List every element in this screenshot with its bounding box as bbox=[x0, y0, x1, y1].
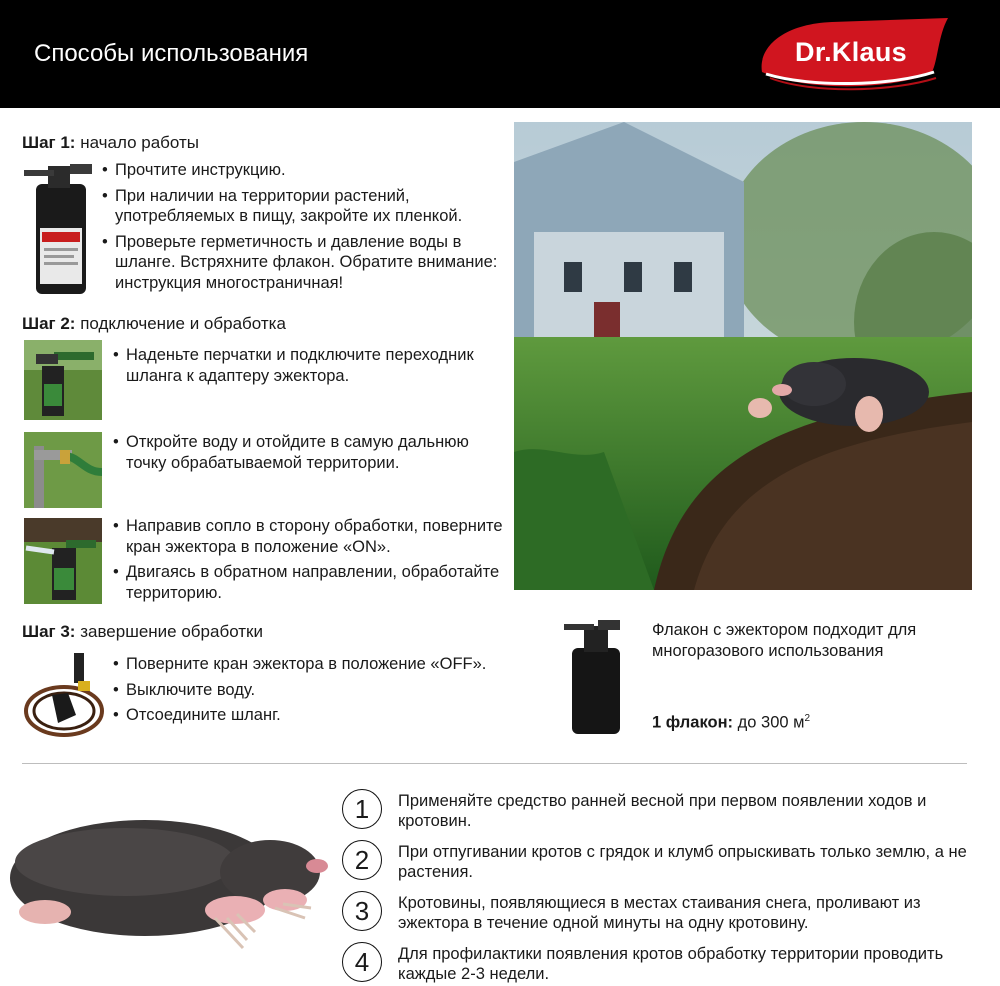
list-item: • Проверьте герметичность и давление воды в шланге. Встряхните флакон. Обратите внимание: инструкция многостраничная! bbox=[102, 232, 512, 294]
tip-item bbox=[342, 789, 982, 833]
list-item: • Направив сопло в сторону обработки, поверните кран эжектора в положение «ON». bbox=[113, 516, 513, 557]
tip-item bbox=[342, 891, 982, 935]
tip-number-badge: 1 bbox=[342, 789, 382, 829]
step3-label: Шаг 3: bbox=[22, 622, 76, 641]
flask-image bbox=[562, 618, 628, 736]
flask-coverage bbox=[652, 713, 810, 733]
tip-number-badge: 2 bbox=[342, 840, 382, 880]
tip-item bbox=[342, 840, 982, 884]
flask-info-text: Флакон с эжектором подходит для многоразового использования bbox=[652, 621, 917, 660]
tip-text: Для профилактики появления кротов обработку территории проводить каждые 2-3 недели. bbox=[398, 945, 944, 983]
step3-list bbox=[113, 654, 523, 731]
step1-heading bbox=[22, 133, 199, 153]
hose-and-gloves-image bbox=[22, 645, 104, 743]
step2-heading bbox=[22, 314, 286, 334]
list-item: • Прочтите инструкцию. bbox=[102, 160, 512, 181]
page-title: Способы использования bbox=[34, 40, 309, 67]
list-item: • Выключите воду. bbox=[113, 680, 523, 701]
list-item: • При наличии на территории растений, употребляемых в пищу, закройте их пленкой. bbox=[102, 186, 512, 227]
flask-count-unit: 2 bbox=[804, 713, 811, 724]
list-item: • Поверните кран эжектора в положение «OFF». bbox=[113, 654, 523, 675]
list-item: • Отсоедините шланг. bbox=[113, 705, 523, 726]
step2-list-2 bbox=[113, 432, 493, 478]
header-bar bbox=[0, 0, 1000, 108]
section-divider bbox=[22, 763, 967, 764]
step2-label: Шаг 2: bbox=[22, 314, 76, 333]
brand-logo bbox=[752, 14, 950, 96]
flask-count-label: 1 флакон: bbox=[652, 713, 734, 732]
tip-number-badge: 3 bbox=[342, 891, 382, 931]
tip-text: Применяйте средство ранней весной при первом появлении ходов и кротовин. bbox=[398, 792, 927, 830]
step3-heading bbox=[22, 622, 263, 642]
list-item: • Откройте воду и отойдите в самую дальнюю точку обрабатываемой территории. bbox=[113, 432, 493, 473]
flask-count-value: до 300 м bbox=[737, 713, 805, 732]
step1-label: Шаг 1: bbox=[22, 133, 76, 152]
step2-photo-spray bbox=[24, 518, 102, 604]
step2-list-1 bbox=[113, 345, 508, 391]
ejector-bottle-image bbox=[22, 162, 100, 298]
list-item: • Двигаясь в обратном направлении, обработайте территорию. bbox=[113, 562, 513, 603]
tip-text: Кротовины, появляющиеся в местах стаивания снега, проливают из эжектора в течение одной минуты на одну кротовину. bbox=[398, 894, 921, 932]
tip-item bbox=[342, 942, 982, 986]
step3-title: завершение обработки bbox=[80, 622, 263, 641]
list-item: • Наденьте перчатки и подключите переходник шланга к адаптеру эжектора. bbox=[113, 345, 508, 386]
tip-text: При отпугивании кротов с грядок и клумб опрыскивать только землю, а не растения. bbox=[398, 843, 967, 881]
tip-number-badge: 4 bbox=[342, 942, 382, 982]
step2-title: подключение и обработка bbox=[80, 314, 286, 333]
step2-list-3 bbox=[113, 516, 513, 608]
step2-photo-connect bbox=[24, 340, 102, 420]
mole-image bbox=[5, 800, 330, 960]
mole-lawn-photo bbox=[514, 122, 972, 590]
step1-list bbox=[102, 160, 512, 298]
step2-photo-tap bbox=[24, 432, 102, 508]
brand-logo-text: Dr.Klaus bbox=[795, 37, 907, 67]
step1-title: начало работы bbox=[80, 133, 200, 152]
